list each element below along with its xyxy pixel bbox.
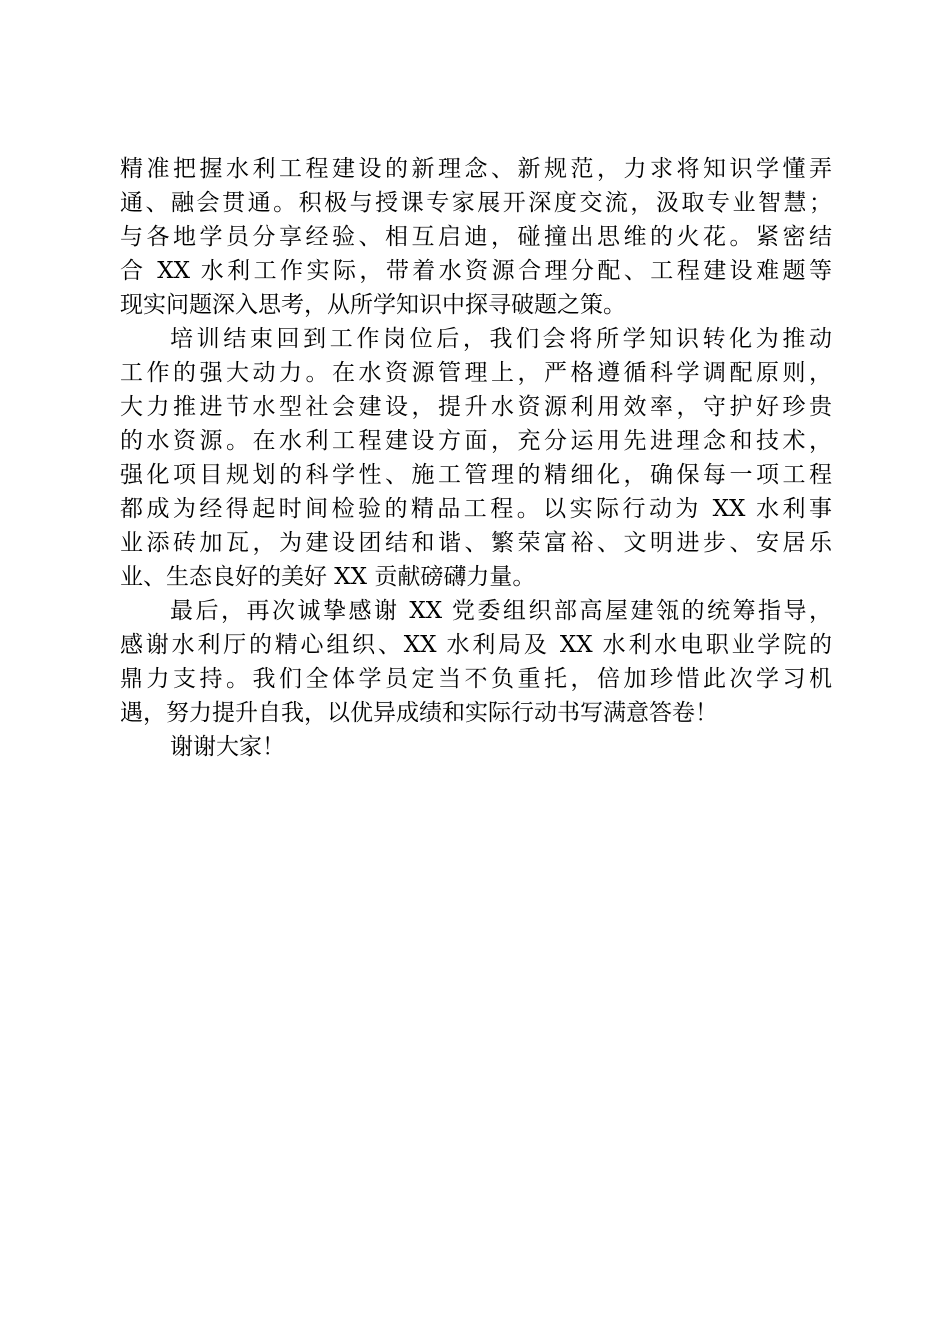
text-line: 都成为经得起时间检验的精品工程。以实际行动为 XX 水利事 xyxy=(120,496,832,522)
paragraph-4 xyxy=(120,730,832,764)
document-body xyxy=(120,152,832,764)
text-line: 强化项目规划的科学性、施工管理的精细化，确保每一项工程 xyxy=(120,462,832,488)
text-line: 工作的强大动力。在水资源管理上，严格遵循科学调配原则， xyxy=(120,360,832,386)
text-line: 业、生态良好的美好 XX 贡献磅礴力量。 xyxy=(120,564,536,590)
text-line: 合 XX 水利工作实际，带着水资源合理分配、工程建设难题等 xyxy=(120,258,832,284)
text-line: 感谢水利厅的精心组织、XX 水利局及 XX 水利水电职业学院的 xyxy=(120,632,832,658)
text-line: 最后，再次诚挚感谢 XX 党委组织部高屋建瓴的统筹指导， xyxy=(170,598,832,624)
text-line: 通、融会贯通。积极与授课专家展开深度交流，汲取专业智慧； xyxy=(120,190,832,216)
text-line: 业添砖加瓦，为建设团结和谐、繁荣富裕、文明进步、安居乐 xyxy=(120,530,832,556)
text-line: 大力推进节水型社会建设，提升水资源利用效率，守护好珍贵 xyxy=(120,394,832,420)
paragraph-1 xyxy=(120,152,832,322)
text-line: 鼎力支持。我们全体学员定当不负重托，倍加珍惜此次学习机 xyxy=(120,666,832,692)
text-line: 培训结束回到工作岗位后，我们会将所学知识转化为推动 xyxy=(170,326,832,352)
paragraph-2 xyxy=(120,322,832,594)
closing-line: 谢谢大家！ xyxy=(170,734,285,760)
text-line: 精准把握水利工程建设的新理念、新规范，力求将知识学懂弄 xyxy=(120,156,832,182)
text-line: 的水资源。在水利工程建设方面，充分运用先进理念和技术， xyxy=(120,428,832,454)
text-line: 与各地学员分享经验、相互启迪，碰撞出思维的火花。紧密结 xyxy=(120,224,832,250)
text-line: 遇，努力提升自我，以优异成绩和实际行动书写满意答卷！ xyxy=(120,700,718,726)
text-line: 现实问题深入思考，从所学知识中探寻破题之策。 xyxy=(120,292,626,318)
paragraph-3 xyxy=(120,594,832,730)
